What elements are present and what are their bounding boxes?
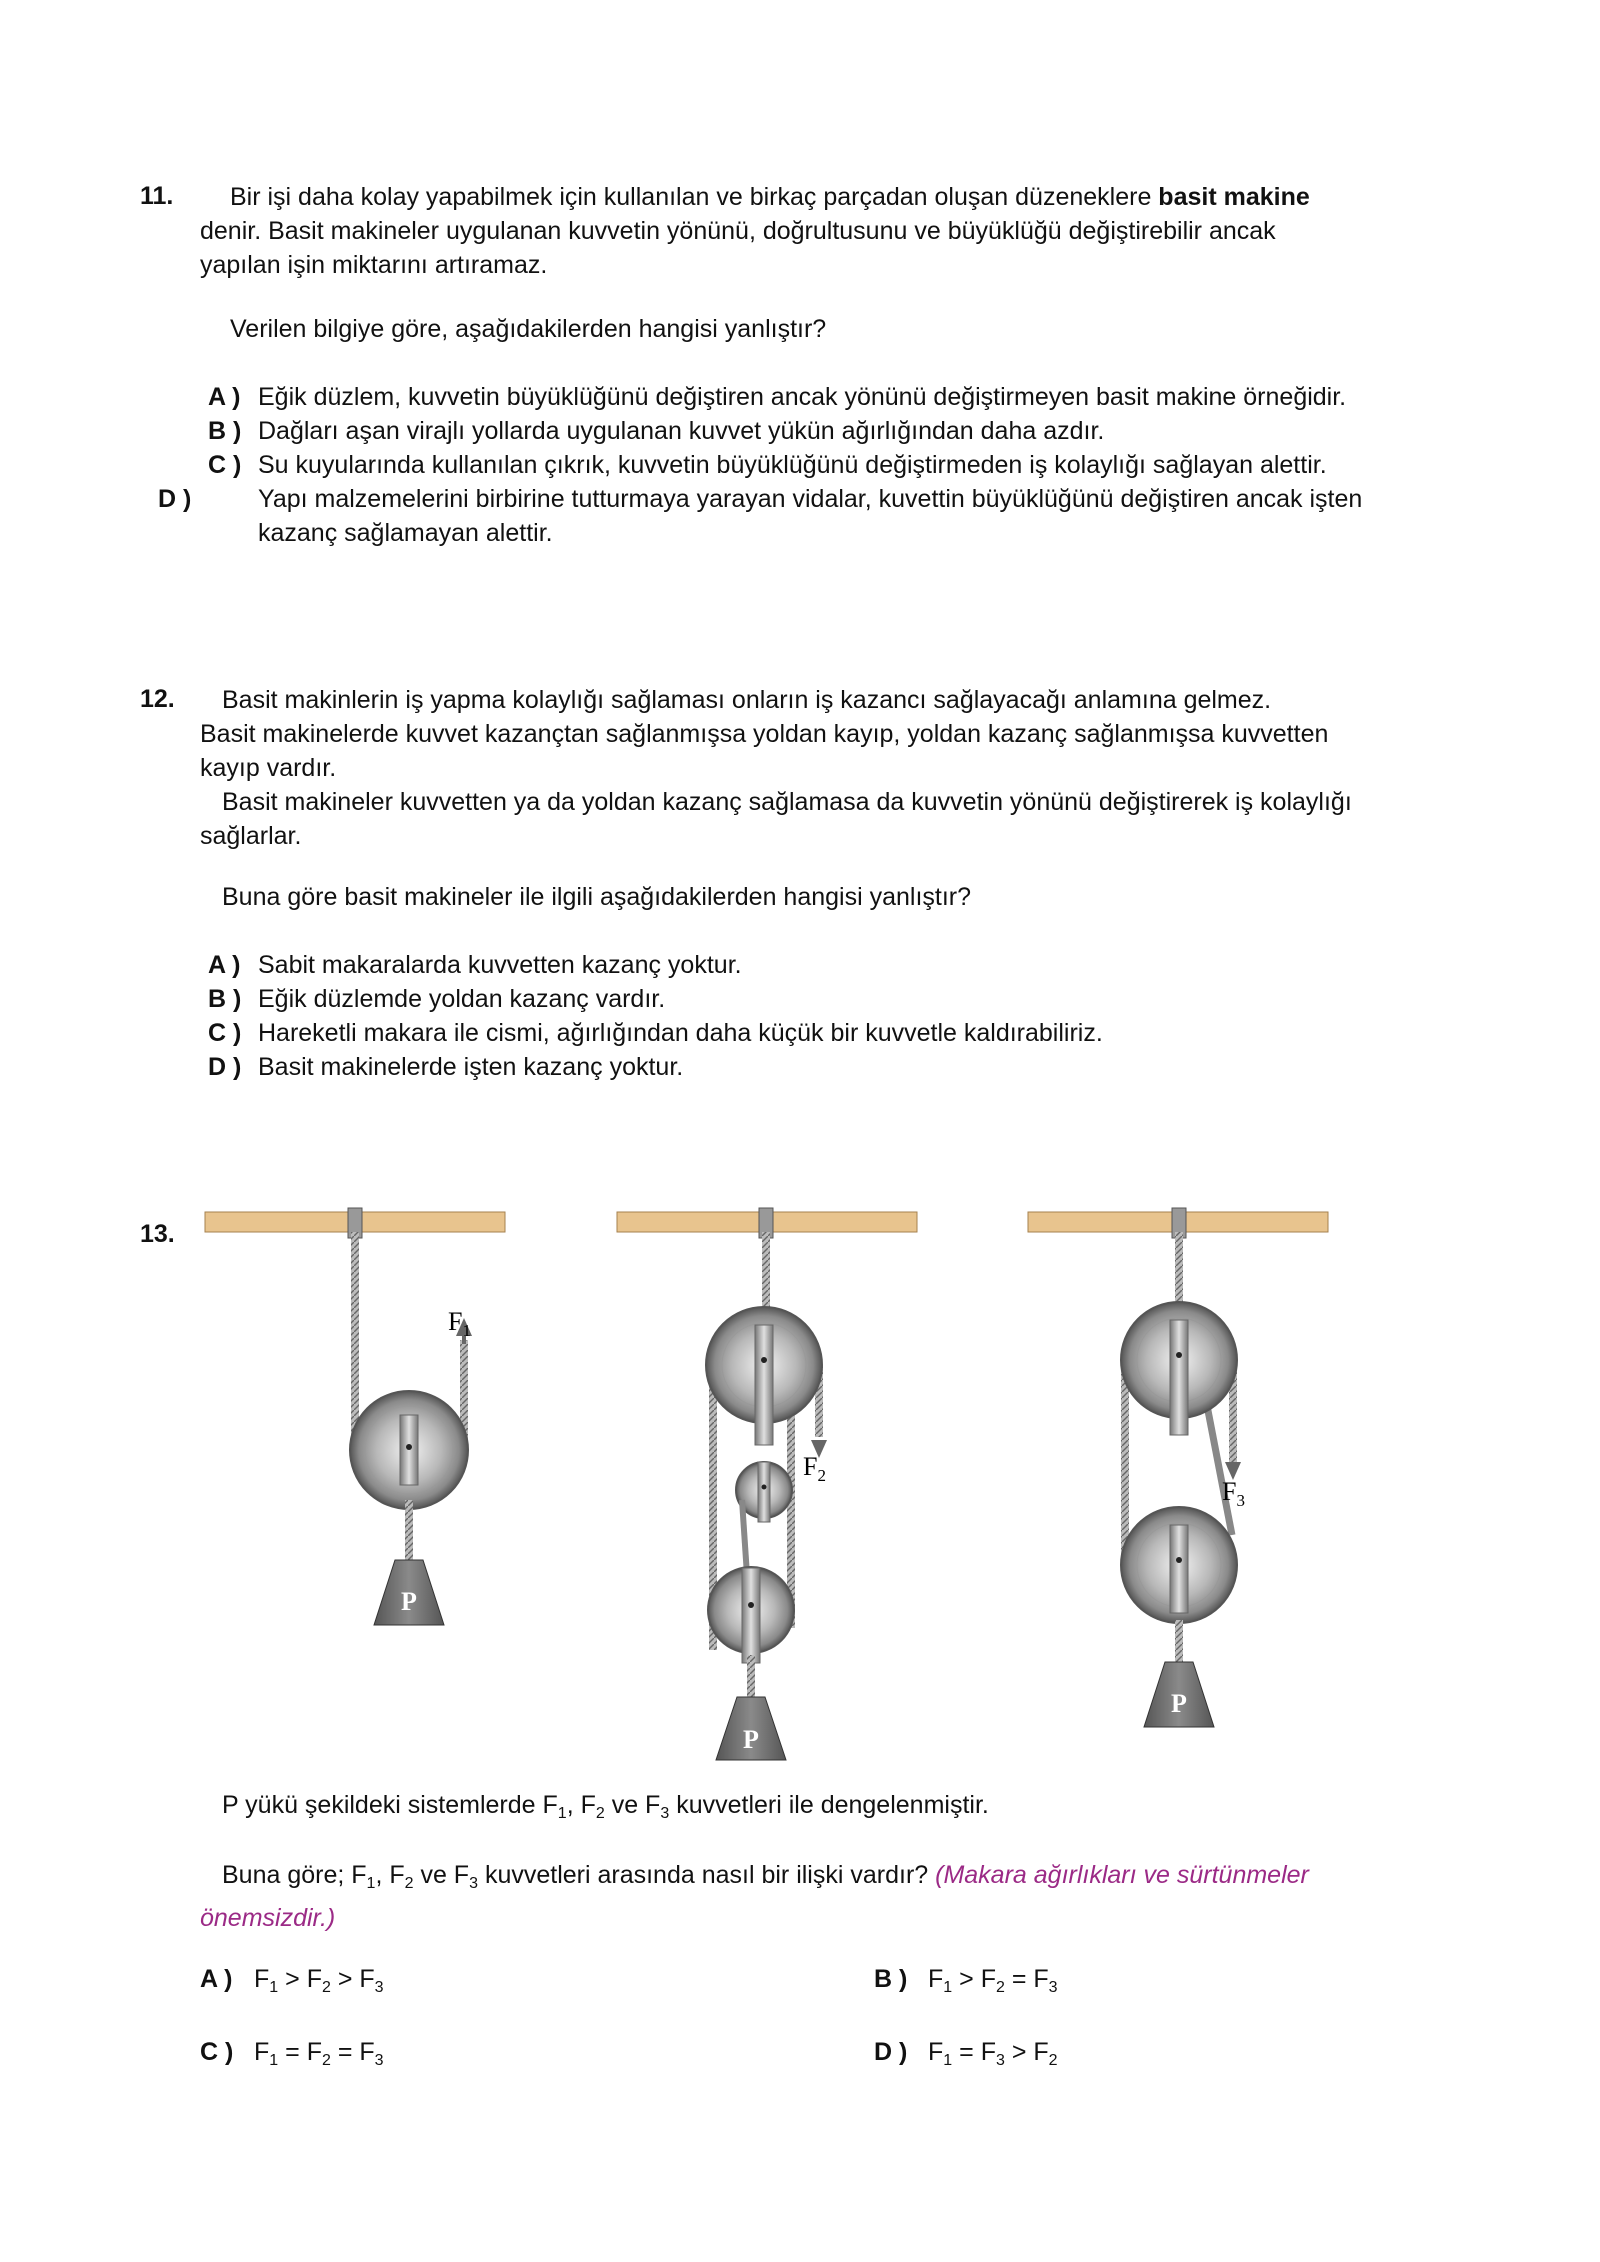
figure-3 [1028, 1208, 1328, 1727]
option-a[interactable]: A ) Sabit makaralarda kuvvetten kazanç yoktur. [208, 951, 742, 979]
option-d[interactable]: D ) Basit makinelerde işten kazanç yoktur. [208, 1053, 684, 1081]
rope [405, 1500, 413, 1560]
answer-d[interactable]: D ) $F_1 = F_3 > F_2$ [874, 2038, 1058, 2069]
option-d[interactable]: D ) Yapı malzemelerini birbirine tutturmaya yarayan vidalar, kuvettin büyüklüğünü değiştiren ancak işten kazanç sağlamayan alettir. [158, 485, 1363, 547]
force-label-f3: $F_3$ [1222, 1477, 1245, 1510]
answer-a[interactable]: A ) $F_1 > F_2 > F_3$ [200, 1965, 384, 1996]
figure-2 [617, 1208, 917, 1760]
force-label-f1: $F_1$ [448, 1307, 471, 1340]
force-label-f2: $F_2$ [803, 1452, 826, 1485]
load-label: P [1171, 1689, 1187, 1718]
question-13-statement: P yükü şekildeki sistemlerde $F_1$, $F_2$ ve $F_3$ kuvvetleri ile dengelenmiştir. [222, 1791, 989, 1822]
note-text: (Makara ağırlıkları ve sürtünmeler [935, 1861, 1309, 1889]
question-intro: Bir işi daha kolay yapabilmek için kullanılan ve birkaç parçadan oluşan düzeneklere basit makine denir. Basit makineler uygulanan kuvvetin yönünü, doğrultusunu ve büyüklüğü değiştirebilir ancak yapılan işin miktarını artıramaz. [200, 183, 1310, 279]
load-label: P [743, 1725, 759, 1754]
option-c[interactable]: C ) Hareketli makara ile cismi, ağırlığından daha küçük bir kuvvetle kaldırabiliriz. [208, 1019, 1103, 1047]
figure-1 [205, 1208, 505, 1625]
rope [1175, 1620, 1183, 1662]
question-prompt: Verilen bilgiye göre, aşağıdakilerden hangisi yanlıştır? [230, 315, 827, 343]
answer-b[interactable]: B ) $F_1 > F_2 = F_3$ [874, 1965, 1058, 1996]
question-number: 11. [140, 182, 174, 210]
answer-c[interactable]: C ) $F_1 = F_2 = F_3$ [200, 2038, 384, 2069]
question-prompt: Buna göre basit makineler ile ilgili aşağıdakilerden hangisi yanlıştır? [222, 883, 972, 911]
question-13-prompt: Buna göre; $F_1$, $F_2$ ve $F_3$ kuvvetleri arasında nasıl bir ilişki vardır? (Makara ağırlıkları ve sürtünmeler önemsizdir.) [200, 1858, 1440, 1935]
question-intro: Basit makinlerin iş yapma kolaylığı sağlaması onların iş kazancı sağlayacağı anlamına gelmez. Basit makinelerde kuvvet kazançtan sağlanmışsa yoldan kayıp, yoldan kazanç sağlanmışsa kuvvetten kayıp vardır. Basit makineler kuvvetten ya da yoldan kazanç sağlamasa da kuvvetin yönünü değiştirerek iş kolaylığı sağlarlar. [200, 686, 1352, 850]
load-label: P [401, 1587, 417, 1616]
option-b[interactable]: B ) Dağları aşan virajlı yollarda uygulanan kuvvet yükün ağırlığından daha azdır. [208, 417, 1105, 445]
pulley-figures [0, 1200, 1600, 1770]
option-b[interactable]: B ) Eğik düzlemde yoldan kazanç vardır. [208, 985, 666, 1013]
option-c[interactable]: C ) Su kuyularında kullanılan çıkrık, kuvvetin büyüklüğünü değiştirmeden iş kolaylığı sağlayan alettir. [208, 451, 1327, 479]
option-a[interactable]: A ) Eğik düzlem, kuvvetin büyüklüğünü değiştiren ancak yönünü değiştirmeyen basit makine örneğidir. [208, 383, 1347, 411]
note-text: önemsizdir.) [200, 1904, 336, 1932]
question-number: 12. [140, 685, 175, 713]
question-13-number: 13. [140, 1220, 175, 1248]
rope [747, 1655, 755, 1697]
